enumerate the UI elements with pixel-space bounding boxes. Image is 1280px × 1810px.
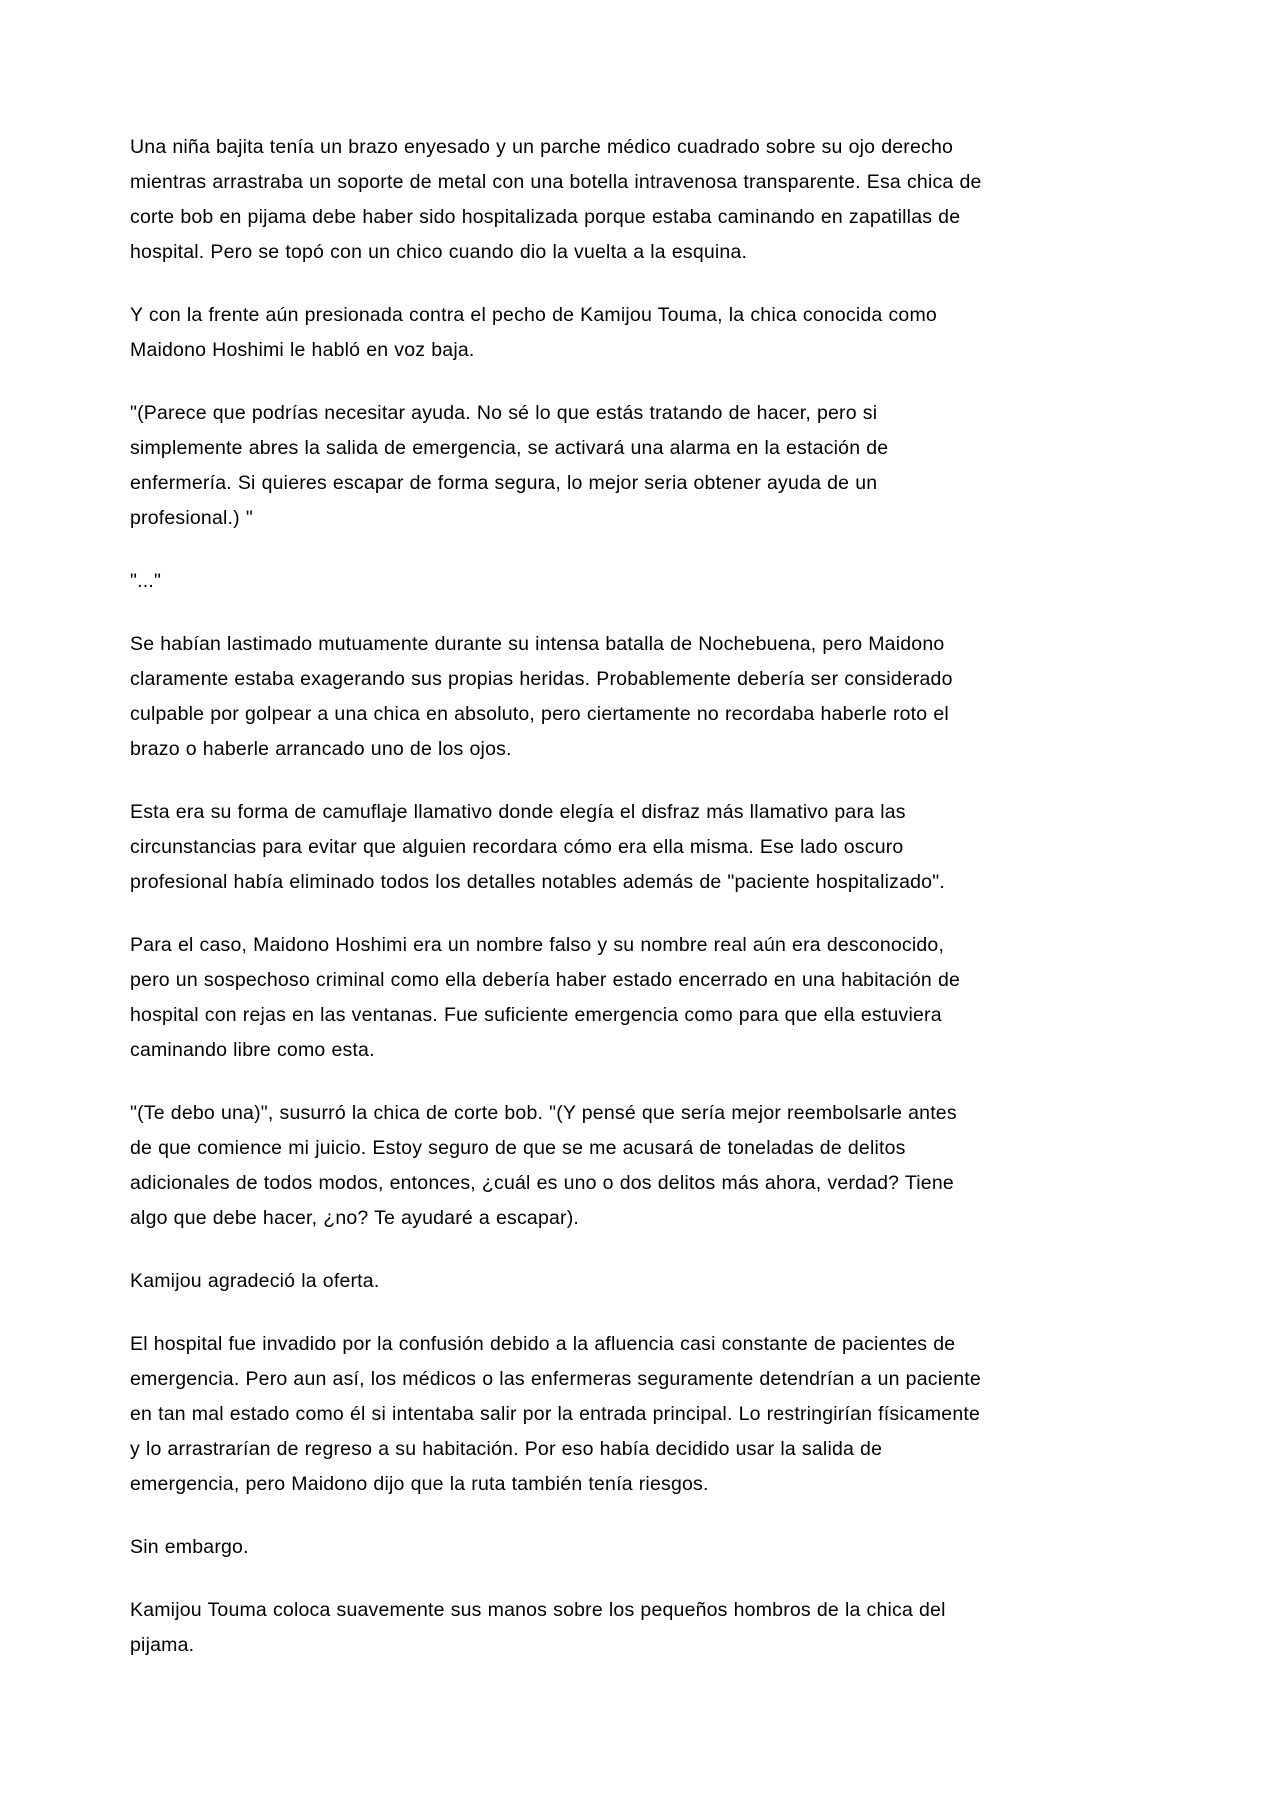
paragraph: Para el caso, Maidono Hoshimi era un nombre falso y su nombre real aún era desconocido, pero un sospechoso criminal como ella debería haber estado encerrado en una habitación de hospital con rejas en las ventanas. Fue suficiente emergencia como para que ella estuviera caminando libre como esta.	[130, 934, 967, 1061]
paragraph: Una niña bajita tenía un brazo enyesado y un parche médico cuadrado sobre su ojo derecho mientras arrastraba un soporte de metal con una botella intravenosa transparente. Esa chica de corte bob en pijama debe haber sido hospitalizada porque estaba caminando en zapatillas de hospital. Pero se topó con un chico cuando dio la vuelta a la esquina.	[130, 136, 988, 263]
paragraph: Kamijou agradeció la oferta.	[130, 1270, 380, 1292]
paragraph: "(Te debo una)", susurró la chica de corte bob. "(Y pensé que sería mejor reembolsarle antes de que comience mi juicio. Estoy seguro de que se me acusará de toneladas de delitos adicionales de todos modos, entonces, ¿cuál es uno o dos delitos más ahora, verdad? Tiene algo que debe hacer, ¿no? Te ayudaré a escapar).	[130, 1102, 963, 1229]
paragraph: Sin embargo.	[130, 1536, 249, 1558]
paragraph: Kamijou Touma coloca suavemente sus manos sobre los pequeños hombros de la chica del pijama.	[130, 1599, 952, 1656]
paragraph: Esta era su forma de camuflaje llamativo donde elegía el disfraz más llamativo para las circunstancias para evitar que alguien recordara cómo era ella misma. Ese lado oscuro profesional había eliminado todos los detalles notables además de "paciente hospitalizado".	[130, 801, 945, 893]
paragraph: El hospital fue invadido por la confusión debido a la afluencia casi constante de pacientes de emergencia. Pero aun así, los médicos o las enfermeras seguramente detendrían a un paciente en tan mal estado como él si intentaba salir por la entrada principal. Lo restringirían físicamente y lo arrastrarían de regreso a su habitación. Por eso había decidido usar la salida de emergencia, pero Maidono dijo que la ruta también tenía riesgos.	[130, 1333, 987, 1495]
paragraph-ellipsis: "..."	[130, 570, 162, 592]
paragraph: Y con la frente aún presionada contra el pecho de Kamijou Touma, la chica conocida como Maidono Hoshimi le habló en voz baja.	[130, 304, 943, 361]
document-text-column	[130, 130, 988, 1663]
paragraph: Se habían lastimado mutuamente durante su intensa batalla de Nochebuena, pero Maidono claramente estaba exagerando sus propias heridas. Probablemente debería ser considerado culpable por golpear a una chica en absoluto, pero ciertamente no recordaba haberle roto el brazo o haberle arrancado uno de los ojos.	[130, 633, 959, 760]
paragraph: "(Parece que podrías necesitar ayuda. No sé lo que estás tratando de hacer, pero si simplemente abres la salida de emergencia, se activará una alarma en la estación de enfermería. Si quieres escapar de forma segura, lo mejor seria obtener ayuda de un profesional.) "	[130, 402, 895, 529]
